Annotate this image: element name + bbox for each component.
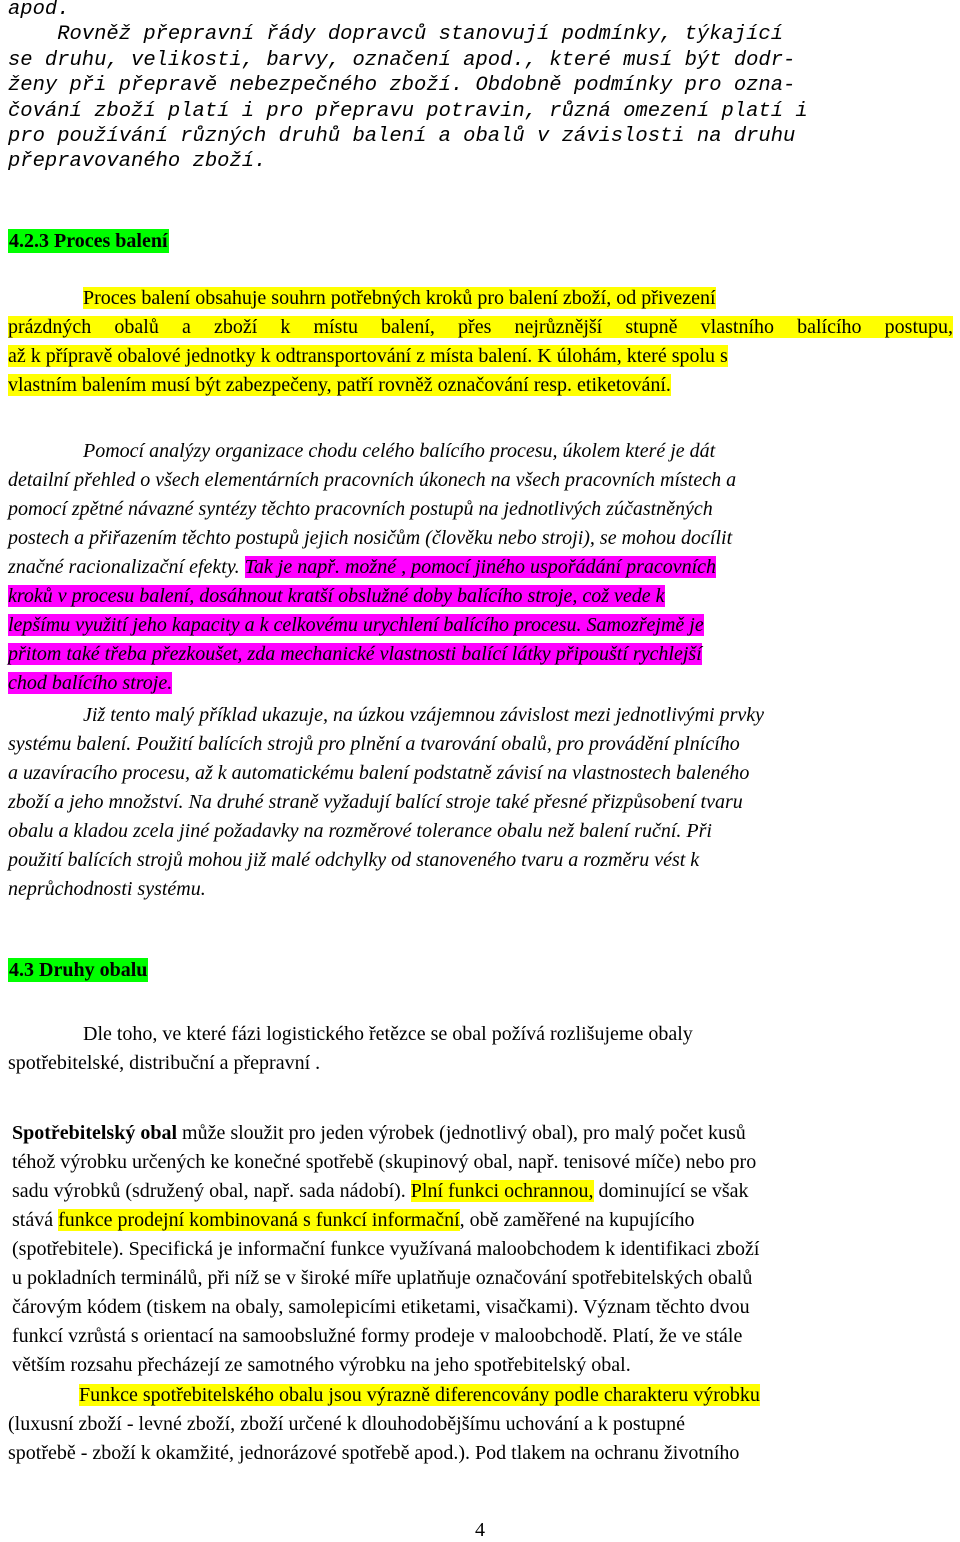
- text-line: zboží a jeho množství. Na druhé straně vyžadují balící stroje také přesné přizpůsobení tvaru: [8, 791, 743, 813]
- text-line: značné racionalizační efekty.: [8, 556, 245, 578]
- text-line: sadu výrobků (sdružený obal, např. sada nádobí).: [12, 1180, 411, 1202]
- text-line: čárovým kódem (tiskem na obaly, samolepicími etiketami, visačkami). Význam těchto dvou: [12, 1296, 750, 1318]
- text-line: může sloužit pro jeden výrobek (jednotlivý obal), pro malý počet kusů: [177, 1122, 746, 1144]
- highlighted-text: Funkce spotřebitelského obalu jsou výrazně diferencovány podle charakteru výrobku: [79, 1384, 760, 1406]
- paragraph-proces-baleni: [8, 284, 953, 400]
- page-number: 4: [475, 1519, 485, 1541]
- text-line: Již tento malý příklad ukazuje, na úzkou vzájemnou závislost mezi jednotlivými prvky: [83, 704, 764, 726]
- text-line: přepravovaného zboží.: [8, 150, 267, 174]
- bold-term: Spotřebitelský obal: [12, 1122, 178, 1144]
- text-line: až k přípravě obalové jednotky k odtransportování z místa balení.: [8, 345, 533, 367]
- text-line: a uzavíracího procesu, až k automatickému balení podstatně závisí na vlastnostech baleného: [8, 762, 750, 784]
- highlighted-text: funkce prodejní kombinovaná s funkcí informační: [58, 1209, 460, 1231]
- text-line: dominující se však: [593, 1180, 749, 1202]
- text-line: ženy při přepravě nebezpečného zboží. Obdobně podmínky pro ozna-: [8, 74, 796, 98]
- text-line: (spotřebitele). Specifická je informační funkce využívaná maloobchodem k identifikaci zboží: [12, 1238, 760, 1260]
- text-line: funkcí vzrůstá s orientací na samoobslužné formy prodeje v maloobchodě. Platí, že ve stále: [12, 1325, 743, 1347]
- paragraph-spotrebitelsky-obal: [12, 1119, 958, 1380]
- text-line: (luxusní zboží - levné zboží, zboží určené k dlouhodobějšímu uchování a k postupné: [8, 1413, 686, 1435]
- paragraph-funkce: [8, 1381, 953, 1468]
- section-heading-423: 4.2.3 Proces balení: [9, 230, 168, 252]
- text-line: u pokladních terminálů, při níž se v široké míře uplatňuje označování spotřebitelských obalů: [12, 1267, 753, 1289]
- text-line: systému balení. Použití balících strojů pro plnění a tvarování obalů, pro provádění plnícího: [8, 733, 740, 755]
- highlighted-text: kroků v procesu balení, dosáhnout kratší obslužné doby balícího stroje, což vede k: [8, 585, 665, 607]
- text-line: téhož výrobku určených ke konečné spotřebě (skupinový obal, např. tenisové míče) nebo pro: [12, 1151, 757, 1173]
- text-line: použití balících strojů mohou již malé odchylky od stanoveného tvaru a rozměru vést k: [8, 849, 700, 871]
- highlighted-text: lepšímu využití jeho kapacity a k celkovému urychlení balícího procesu.: [8, 614, 582, 636]
- text-line: spotřebitelské, distribuční a přepravní .: [8, 1052, 321, 1074]
- paragraph-priklad: [8, 701, 953, 904]
- text-line: K úlohám, které spolu s: [532, 345, 728, 367]
- top-text-block: [8, 0, 953, 175]
- text-line: pomocí zpětné návazné syntézy těchto pracovních postupů na jednotlivých zúčastněných: [8, 498, 713, 520]
- highlighted-text: Samozřejmě je: [581, 614, 704, 636]
- text-line: neprůchodnosti systému.: [8, 878, 206, 900]
- text-line: pro používání různých druhů balení a obalů v závislosti na druhu: [8, 124, 796, 148]
- text-line: stává: [12, 1209, 59, 1231]
- highlighted-text: Plní funkci ochrannou,: [410, 1180, 594, 1202]
- text-line: Proces balení obsahuje souhrn potřebných kroků pro balení zboží, od přivezení: [83, 287, 716, 309]
- text-line: postech a přiřazením těchto postupů jejich nosičům (člověku nebo stroji), se mohou docílit: [8, 527, 733, 549]
- paragraph-druhy-obalu: [8, 1020, 946, 1078]
- highlighted-text: chod balícího stroje.: [8, 672, 173, 694]
- text-line: větším rozsahu přecházejí ze samotného výrobku na jeho spotřebitelský obal.: [12, 1354, 631, 1376]
- highlighted-text: přitom také třeba přezkoušet, zda mechanické vlastnosti balící látky připouští rychlejší: [8, 643, 702, 665]
- paragraph-analyza: [8, 437, 953, 698]
- text-line: prázdných obalů a zboží k místu balení, přes nejrůznější stupně vlastního balícího postupu,: [8, 316, 953, 338]
- section-heading-43: 4.3 Druhy obalu: [9, 959, 148, 981]
- text-line: Dle toho, ve které fázi logistického řetězce se obal požívá rozlišujeme obaly: [83, 1023, 693, 1045]
- text-line: vlastním balením musí být zabezpečeny, patří rovněž označování resp. etiketování.: [8, 374, 671, 396]
- text-line: Rovněž přepravní řády dopravců stanovují podmínky, týkající: [8, 23, 784, 47]
- text-line: apod.: [8, 0, 70, 21]
- text-line: čování zboží platí i pro přepravu potravin, různá omezení platí i: [8, 99, 808, 123]
- text-line: detailní přehled o všech elementárních pracovních úkonech na všech pracovních místech a: [8, 469, 737, 491]
- text-line: se druhu, velikosti, barvy, označení apod., které musí být dodr-: [8, 48, 796, 72]
- text-line: obalu a kladou zcela jiné požadavky na rozměrové tolerance obalu než balení ruční. Při: [8, 820, 712, 842]
- text-line: spotřebě - zboží k okamžité, jednorázové spotřebě apod.). Pod tlakem na ochranu životního: [8, 1442, 740, 1464]
- highlighted-text: Tak je např. možné , pomocí jiného uspořádání pracovních: [244, 556, 717, 578]
- text-line: , obě zaměřené na kupujícího: [459, 1209, 695, 1231]
- text-line: Pomocí analýzy organizace chodu celého balícího procesu, úkolem které je dát: [83, 440, 716, 462]
